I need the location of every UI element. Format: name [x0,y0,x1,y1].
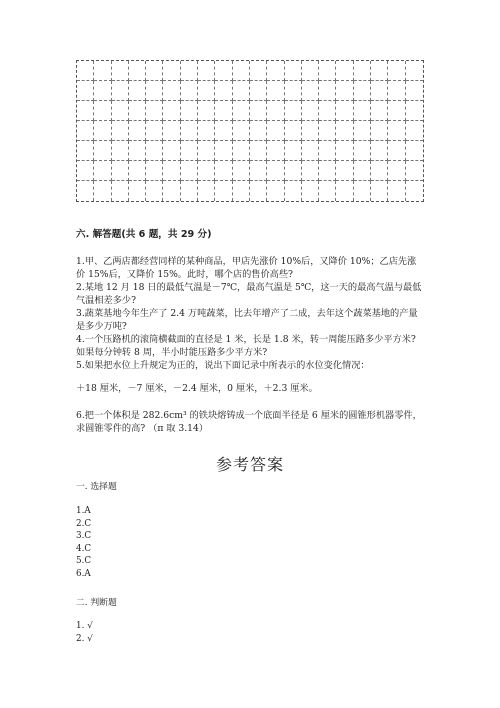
grid-cell [129,81,146,101]
grid-cell [233,61,250,81]
answer-title: 参考答案 [215,455,284,474]
grid-cell [181,101,198,121]
grid-cell [319,121,336,141]
grid-cell [388,61,405,81]
grid-cell [163,161,180,181]
answer-item: 1.A [76,506,91,516]
grid-cell [250,181,267,201]
grid-cell [388,121,405,141]
grid-cell [129,181,146,201]
question-4: 4.一个压路机的滚筒横截面的直径是 1 米，长是 1.8 米，转一周能压路多少平方米?如果每分钟转 8 周，半小时能压路多少平方米? [76,334,416,359]
grid-cell [267,161,284,181]
grid-cell [371,121,388,141]
grid-cell [77,81,94,101]
grid-cell [198,81,215,101]
grid-cell [146,121,163,141]
grid-cell [215,161,232,181]
grid-cell [354,121,371,141]
grid-cell [112,121,129,141]
grid-cell [267,141,284,161]
answer-item: 1. √ [76,621,93,631]
grid-cell [146,161,163,181]
grid-cell [94,121,111,141]
grid-cell [198,181,215,201]
grid-cell [198,141,215,161]
grid-cell [285,181,302,201]
grid-cell [146,181,163,201]
grid-cell [112,141,129,161]
grid-cell [163,81,180,101]
grid-cell [181,181,198,201]
grid-cell [198,161,215,181]
grid-cell [233,101,250,121]
grid-cell [354,81,371,101]
grid-cell [215,141,232,161]
grid-cell [94,181,111,201]
grid-cell [285,101,302,121]
grid-cell [215,181,232,201]
grid-cell [146,101,163,121]
grid-cell [267,181,284,201]
grid-cell [406,81,423,101]
grid-cell [406,181,423,201]
grid-cell [163,121,180,141]
grid-cell [233,121,250,141]
grid-cell [354,141,371,161]
grid-cell [336,81,353,101]
grid-cell [94,161,111,181]
grid-cell [354,161,371,181]
grid-cell [336,161,353,181]
grid-cell [77,161,94,181]
answer-item: 3.C [76,531,92,542]
grid-cell [181,141,198,161]
grid-cell [302,101,319,121]
grid-cell [336,61,353,81]
grid-cell [388,141,405,161]
grid-cell [371,181,388,201]
grid-cell [285,141,302,161]
grid-cell [285,61,302,81]
grid-cell [336,181,353,201]
grid-cell [319,101,336,121]
grid-cell [250,141,267,161]
grid-cell [406,121,423,141]
grid-cell [198,61,215,81]
grid-cell [77,141,94,161]
grid-cell [336,121,353,141]
writing-grid [76,60,424,202]
question-2: 2.某地 12 月 18 日的最低气温是－7℃，最高气温是 5℃，这一天的最高气温与最低气温相差多少? [76,282,422,307]
grid-cell [267,81,284,101]
grid-cell [129,101,146,121]
grid-cell [250,81,267,101]
answer-item: 6.A [76,568,91,579]
grid-cell [163,181,180,201]
grid-cell [233,181,250,201]
grid-cell [129,161,146,181]
grid-cell [181,81,198,101]
grid-cell [354,181,371,201]
grid-cell [250,121,267,141]
grid-cell [77,101,94,121]
grid-cell [302,161,319,181]
grid-cell [233,141,250,161]
grid-cell [267,61,284,81]
grid-cell [319,181,336,201]
grid-cell [388,181,405,201]
grid-cell [285,81,302,101]
grid-cell [77,61,94,81]
grid-cell [94,141,111,161]
answer-part1-heading: 一. 选择题 [76,482,117,492]
grid-cell [129,61,146,81]
grid-cell [112,101,129,121]
grid-cell [163,61,180,81]
grid-cell [94,81,111,101]
grid-cell [285,121,302,141]
grid-cell [146,81,163,101]
grid-cell [77,181,94,201]
grid-cell [336,101,353,121]
grid-cell [336,141,353,161]
grid-cell [302,81,319,101]
grid-cell [94,101,111,121]
grid-cell [406,141,423,161]
answer-item: 4.C [76,543,92,554]
grid-cell [129,141,146,161]
answer-part2-list [76,620,93,645]
answer-part1-list [76,505,91,581]
grid-cell [388,101,405,121]
grid-cell [112,161,129,181]
grid-cell [371,81,388,101]
grid-cell [163,101,180,121]
grid-cell [233,81,250,101]
grid-cell [319,81,336,101]
grid-cell [354,101,371,121]
grid-cell [388,81,405,101]
grid-cell [77,121,94,141]
grid-cell [181,121,198,141]
grid-cell [215,101,232,121]
grid-cell [163,141,180,161]
question-6: 6.把一个体积是 282.6cm³ 的铁块熔铸成一个底面半径是 6 厘米的圆锥形机器零件，求圆锥零件的高? （π 取 3.14） [76,410,422,435]
grid-cell [215,121,232,141]
grid-cell [388,161,405,181]
grid-cell [112,181,129,201]
grid-cell [302,61,319,81]
grid-cell [302,121,319,141]
answer-part2-heading: 二. 判断题 [76,598,117,608]
grid-cell [319,161,336,181]
grid-cell [319,61,336,81]
grid-cell [215,81,232,101]
question-1: 1.甲、乙两店都经营同样的某种商品，甲店先涨价 10%后，又降价 10%；乙店先涨价 15%后，又降价 15%。此时，哪个店的售价高些? [76,256,417,281]
grid-cell [371,161,388,181]
answer-item: 5.C [76,556,92,567]
grid-cell [181,61,198,81]
grid-cell [267,101,284,121]
grid-cell [198,121,215,141]
grid-cell [371,61,388,81]
grid-cell [354,61,371,81]
grid-cell [129,121,146,141]
grid-cell [233,161,250,181]
grid-cell [112,61,129,81]
grid-cell [371,101,388,121]
grid-cell [302,141,319,161]
grid-cell [94,61,111,81]
grid-cell [250,101,267,121]
grid-cell [215,61,232,81]
answer-item: 2. √ [76,633,93,644]
grid-cell [267,121,284,141]
grid-cell [250,161,267,181]
answer-item: 2.C [76,518,92,529]
grid-cell [406,161,423,181]
grid-cell [146,61,163,81]
grid-cell [146,141,163,161]
grid-cell [250,61,267,81]
section-heading: 六. 解答题(共 6 题，共 29 分) [76,229,212,240]
grid-cell [285,161,302,181]
grid-cell [112,81,129,101]
grid-cell [406,101,423,121]
question-5-values: ＋18 厘米，－7 厘米，－2.4 厘米，0 厘米，＋2.3 厘米。 [76,383,318,394]
grid-cell [406,61,423,81]
question-3: 3.蔬菜基地今年生产了 2.4 万吨蔬菜，比去年增产了二成，去年这个蔬菜基地的产量是多少万吨? [76,308,418,333]
grid-cell [371,141,388,161]
grid-cell [319,141,336,161]
grid-cell [198,101,215,121]
question-5: 5.如果把水位上升规定为正的，说出下面记录中所表示的水位变化情况： [76,360,370,371]
grid-cell [181,161,198,181]
grid-cell [302,181,319,201]
